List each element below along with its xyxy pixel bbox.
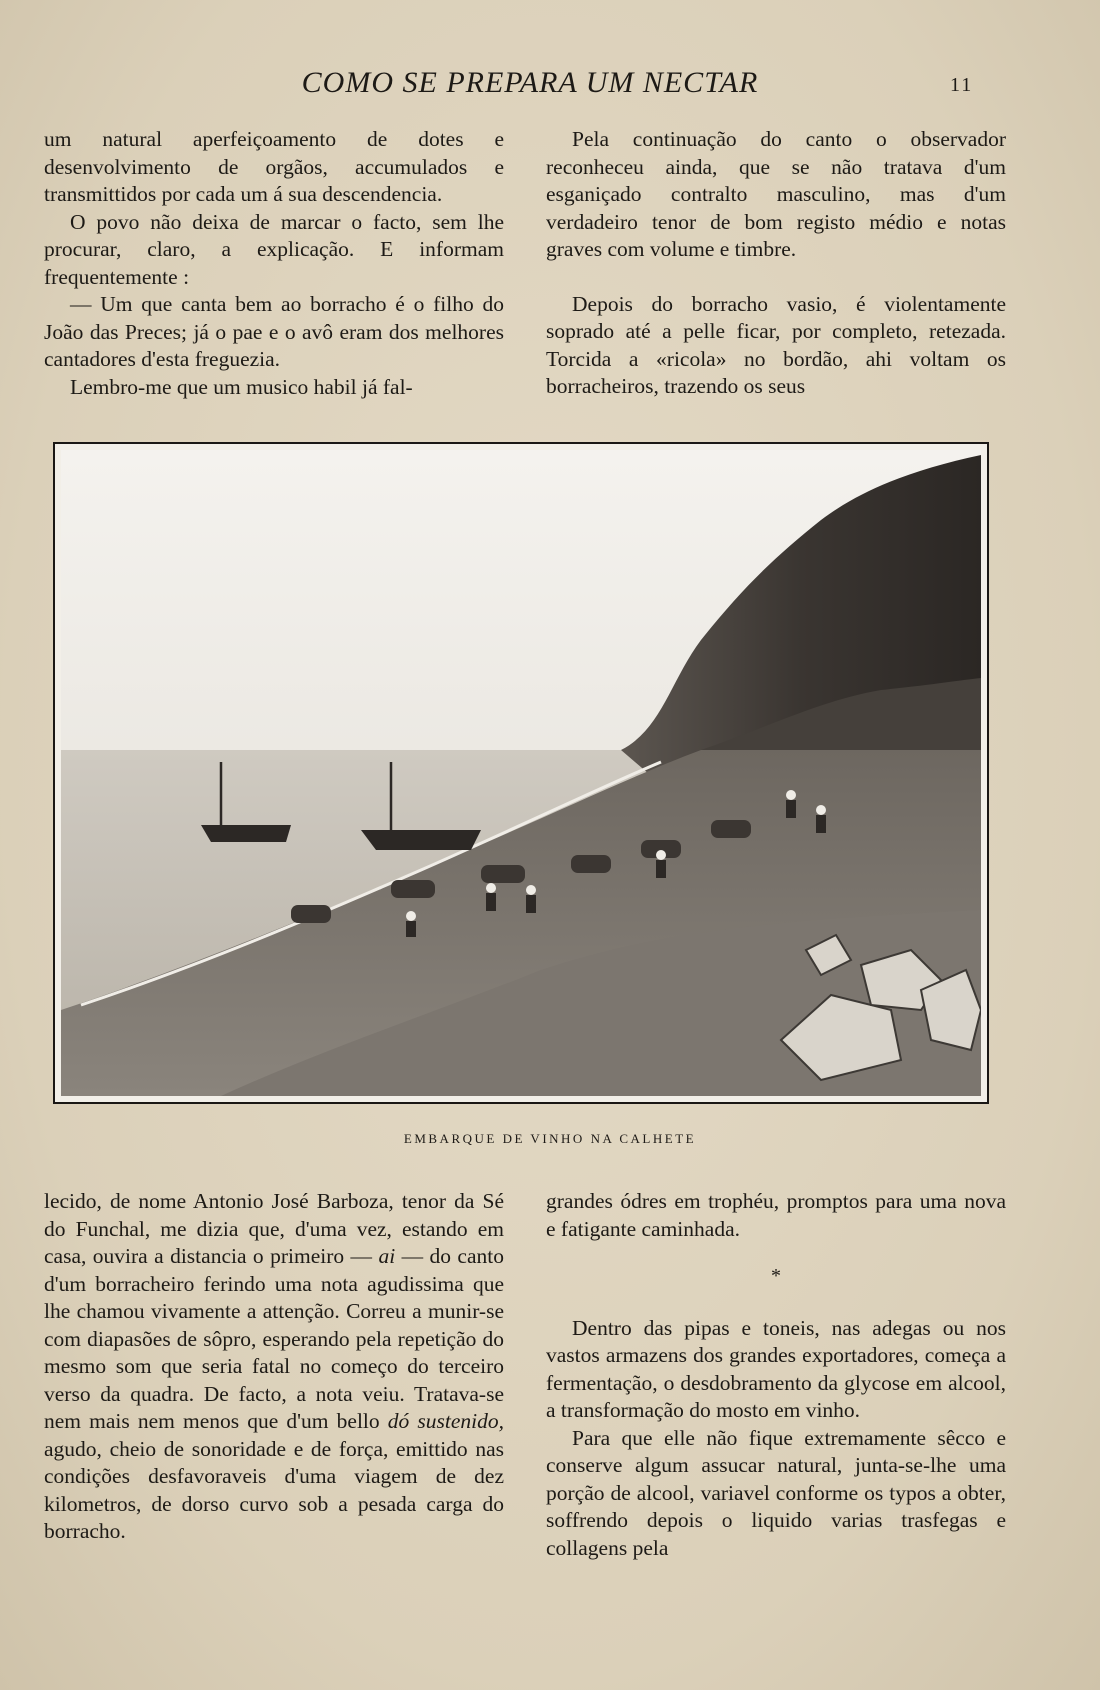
photo-caption: EMBARQUE DE VINHO NA CALHETE: [403, 1131, 697, 1146]
column-bottom-right: [546, 1188, 1006, 1562]
text-run: lecido, de nome Antonio José Barboza, tenor da Sé do Funchal, me dizia que, d'uma vez, estando em casa, ouvira a distancia o primeiro —: [44, 1189, 504, 1268]
column-bottom-left: [44, 1188, 504, 1546]
paragraph: Lembro-me que um musico habil já fal-: [70, 374, 413, 399]
italic-word: ai: [378, 1244, 396, 1268]
section-separator: *: [771, 1265, 781, 1287]
paragraph: um natural aperfeiçoamento de dotes e desenvolvimento de orgãos, accumulados e transmittidos por cada um á sua descendencia.: [44, 127, 504, 206]
photograph-frame: [53, 442, 989, 1104]
paragraph: Para que elle não fique extremamente sêcco e conserve algum assucar natural, junta-se-lhe uma porção de alcool, variavel conforme os typos a obter, soffrendo depois o liquido varias trasfegas e collagens pela: [546, 1425, 1006, 1560]
paragraph: Depois do borracho vasio, é violentamente soprado até a pelle ficar, por completo, retezada. Torcida a «ricola» no bordão, ahi voltam os borracheiros, trazendo os seus: [546, 291, 1006, 398]
text-run: — do canto d'um borracheiro ferindo uma nota agudissima que lhe chamou vivamente a attenção. Correu a munir-se com diapasões de sôpro, esperando pela repetição do mesmo som que seria fatal no começo do terceiro verso da quadra. De facto, a nota veiu. Tratava-se nem mais nem menos que d'um bello: [44, 1244, 504, 1433]
paragraph: — Um que canta bem ao borracho é o filho do João das Preces; já o pae e o avô eram dos melhores cantadores d'esta freguezia.: [44, 292, 504, 371]
page-number: 11: [950, 74, 974, 96]
paragraph: [44, 1188, 504, 1546]
running-title: COMO SE PREPARA UM NECTAR: [301, 66, 759, 99]
paragraph: O povo não deixa de marcar o facto, sem lhe procurar, claro, a explicação. E informam frequentemente :: [44, 209, 504, 289]
column-top-right: [546, 126, 1006, 401]
text-run: agudo, cheio de sonoridade e de força, emittido nas condições desfavoraveis d'uma viagem de dez kilometros, de dorso curvo sob a pesada carga do borracho.: [44, 1436, 504, 1543]
column-top-left: [44, 126, 504, 401]
coastal-photograph: [61, 450, 981, 1096]
paragraph: grandes ódres em trophéu, promptos para uma nova e fatigante caminhada.: [546, 1189, 1006, 1241]
italic-phrase: dó sustenido,: [387, 1409, 504, 1433]
paragraph: Pela continuação do canto o observador reconheceu ainda, que se não tratava d'um esganiçado contralto masculino, mas d'um verdadeiro tenor de bom registo médio e notas graves com volume e timbre.: [546, 127, 1006, 261]
paragraph: Dentro das pipas e toneis, nas adegas ou nos vastos armazens dos grandes exportadores, começa a fermentação, o desdobramento da glycose em alcool, a transformação do mosto em vinho.: [546, 1315, 1006, 1422]
